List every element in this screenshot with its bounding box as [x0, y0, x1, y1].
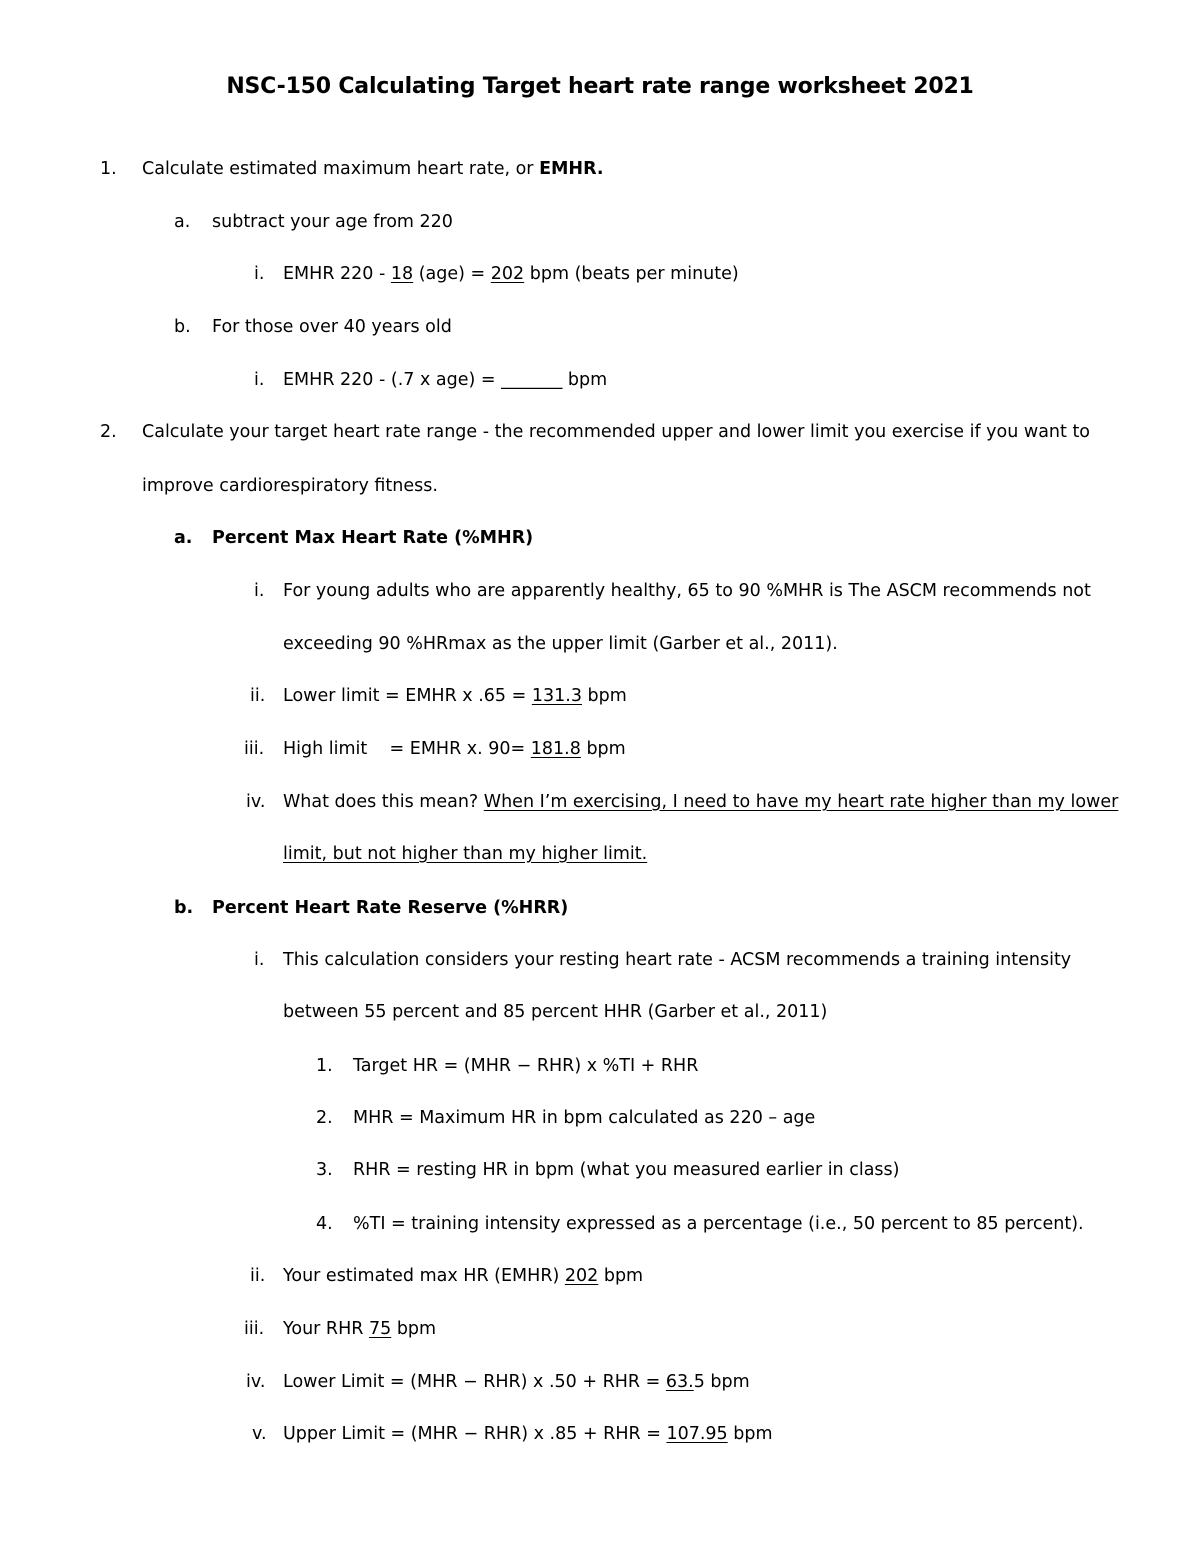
item-2-line2: improve cardiorespiratory fitness. [142, 476, 438, 496]
item-2aiv-marker: iv. [246, 792, 266, 812]
item-2b-marker: b. [174, 898, 194, 918]
item-1a-marker: a. [174, 212, 191, 232]
formula-item-3: RHR = resting HR in bpm (what you measured earlier in class) [353, 1160, 900, 1180]
item-2bi-marker: i. [254, 950, 265, 970]
item-2aiii-text: High limit = EMHR x. 90= 181.8 bpm [283, 739, 626, 759]
formula-item-2-marker: 2. [316, 1108, 333, 1128]
item-2a-marker: a. [174, 528, 193, 548]
formula-item-1: Target HR = (MHR − RHR) x %TI + RHR [353, 1056, 699, 1076]
item-2bii-text: Your estimated max HR (EMHR) 202 bpm [283, 1266, 644, 1286]
item-1-text [142, 157, 604, 181]
item-2bi-line1: This calculation considers your resting heart rate - ACSM recommends a training intensity [283, 950, 1072, 970]
item-2ai-line2: exceeding 90 %HRmax as the upper limit (Garber et al., 2011). [283, 634, 838, 654]
meaning-answer-1: When I’m exercising, I need to have my heart rate higher than my lower [483, 792, 1119, 812]
item-2bii-marker: ii. [250, 1266, 266, 1286]
item-1a-text: subtract your age from 220 [212, 212, 453, 232]
formula-item-3-marker: 3. [316, 1160, 333, 1180]
high-limit-value: 181.8 [530, 739, 581, 759]
item-1ai-text: EMHR 220 - 18 (age) = 202 bpm (beats per minute) [283, 264, 739, 284]
item-2ai-line1: For young adults who are apparently healthy, 65 to 90 %MHR is The ASCM recommends not [283, 581, 1091, 601]
emhr-value: 202 [490, 264, 525, 284]
item-1-bold: EMHR. [539, 159, 604, 179]
item-1-prefix: Calculate estimated maximum heart rate, or [142, 159, 540, 179]
formula-item-4: %TI = training intensity expressed as a percentage (i.e., 50 percent to 85 percent). [353, 1214, 1084, 1234]
item-2biv-marker: iv. [246, 1372, 266, 1392]
item-1-marker: 1. [100, 159, 117, 179]
item-2a-heading: Percent Max Heart Rate (%MHR) [212, 528, 534, 548]
item-2bi-line2: between 55 percent and 85 percent HHR (Garber et al., 2011) [283, 1002, 828, 1022]
emhr-value-2: 202 [564, 1266, 599, 1286]
formula-item-1-marker: 1. [316, 1056, 333, 1076]
hrr-upper-value: 107.95 [666, 1424, 728, 1444]
item-2aiii-marker: iii. [244, 739, 265, 759]
age-value: 18 [390, 264, 414, 284]
item-1b-text: For those over 40 years old [212, 317, 452, 337]
item-2-line1: Calculate your target heart rate range - the recommended upper and lower limit you exercise if you want to [142, 422, 1091, 442]
page-title: NSC-150 Calculating Target heart rate range worksheet 2021 [226, 74, 974, 99]
lower-limit-value: 131.3 [531, 686, 582, 706]
item-2aii-text: Lower limit = EMHR x .65 = 131.3 bpm [283, 686, 627, 706]
meaning-answer-2: limit, but not higher than my higher limit. [283, 844, 648, 864]
item-1bi-text: EMHR 220 - (.7 x age) = _______ bpm [283, 370, 608, 390]
item-2b-heading: Percent Heart Rate Reserve (%HRR) [212, 898, 569, 918]
item-2-marker: 2. [100, 422, 117, 442]
item-2bv-marker: v. [252, 1424, 267, 1444]
item-2biii-marker: iii. [244, 1319, 265, 1339]
item-1b-marker: b. [174, 317, 191, 337]
item-1bi-marker: i. [254, 370, 265, 390]
formula-item-2: MHR = Maximum HR in bpm calculated as 220 – age [353, 1108, 816, 1128]
formula-item-4-marker: 4. [316, 1214, 333, 1234]
hrr-lower-value-tail: 5 [693, 1372, 705, 1392]
item-2aiv-line1: What does this mean? When I’m exercising, I need to have my heart rate higher than my lower [283, 792, 1119, 812]
item-1ai-marker: i. [254, 264, 265, 284]
item-2biii-text: Your RHR 75 bpm [283, 1319, 437, 1339]
item-2ai-marker: i. [254, 581, 265, 601]
item-2aii-marker: ii. [250, 686, 266, 706]
hrr-lower-value: 63. [665, 1372, 694, 1392]
item-2biv-text: Lower Limit = (MHR − RHR) x .50 + RHR = 63.5 bpm [283, 1372, 750, 1392]
item-2bv-text: Upper Limit = (MHR − RHR) x .85 + RHR = 107.95 bpm [283, 1424, 773, 1444]
rhr-value: 75 [368, 1319, 392, 1339]
